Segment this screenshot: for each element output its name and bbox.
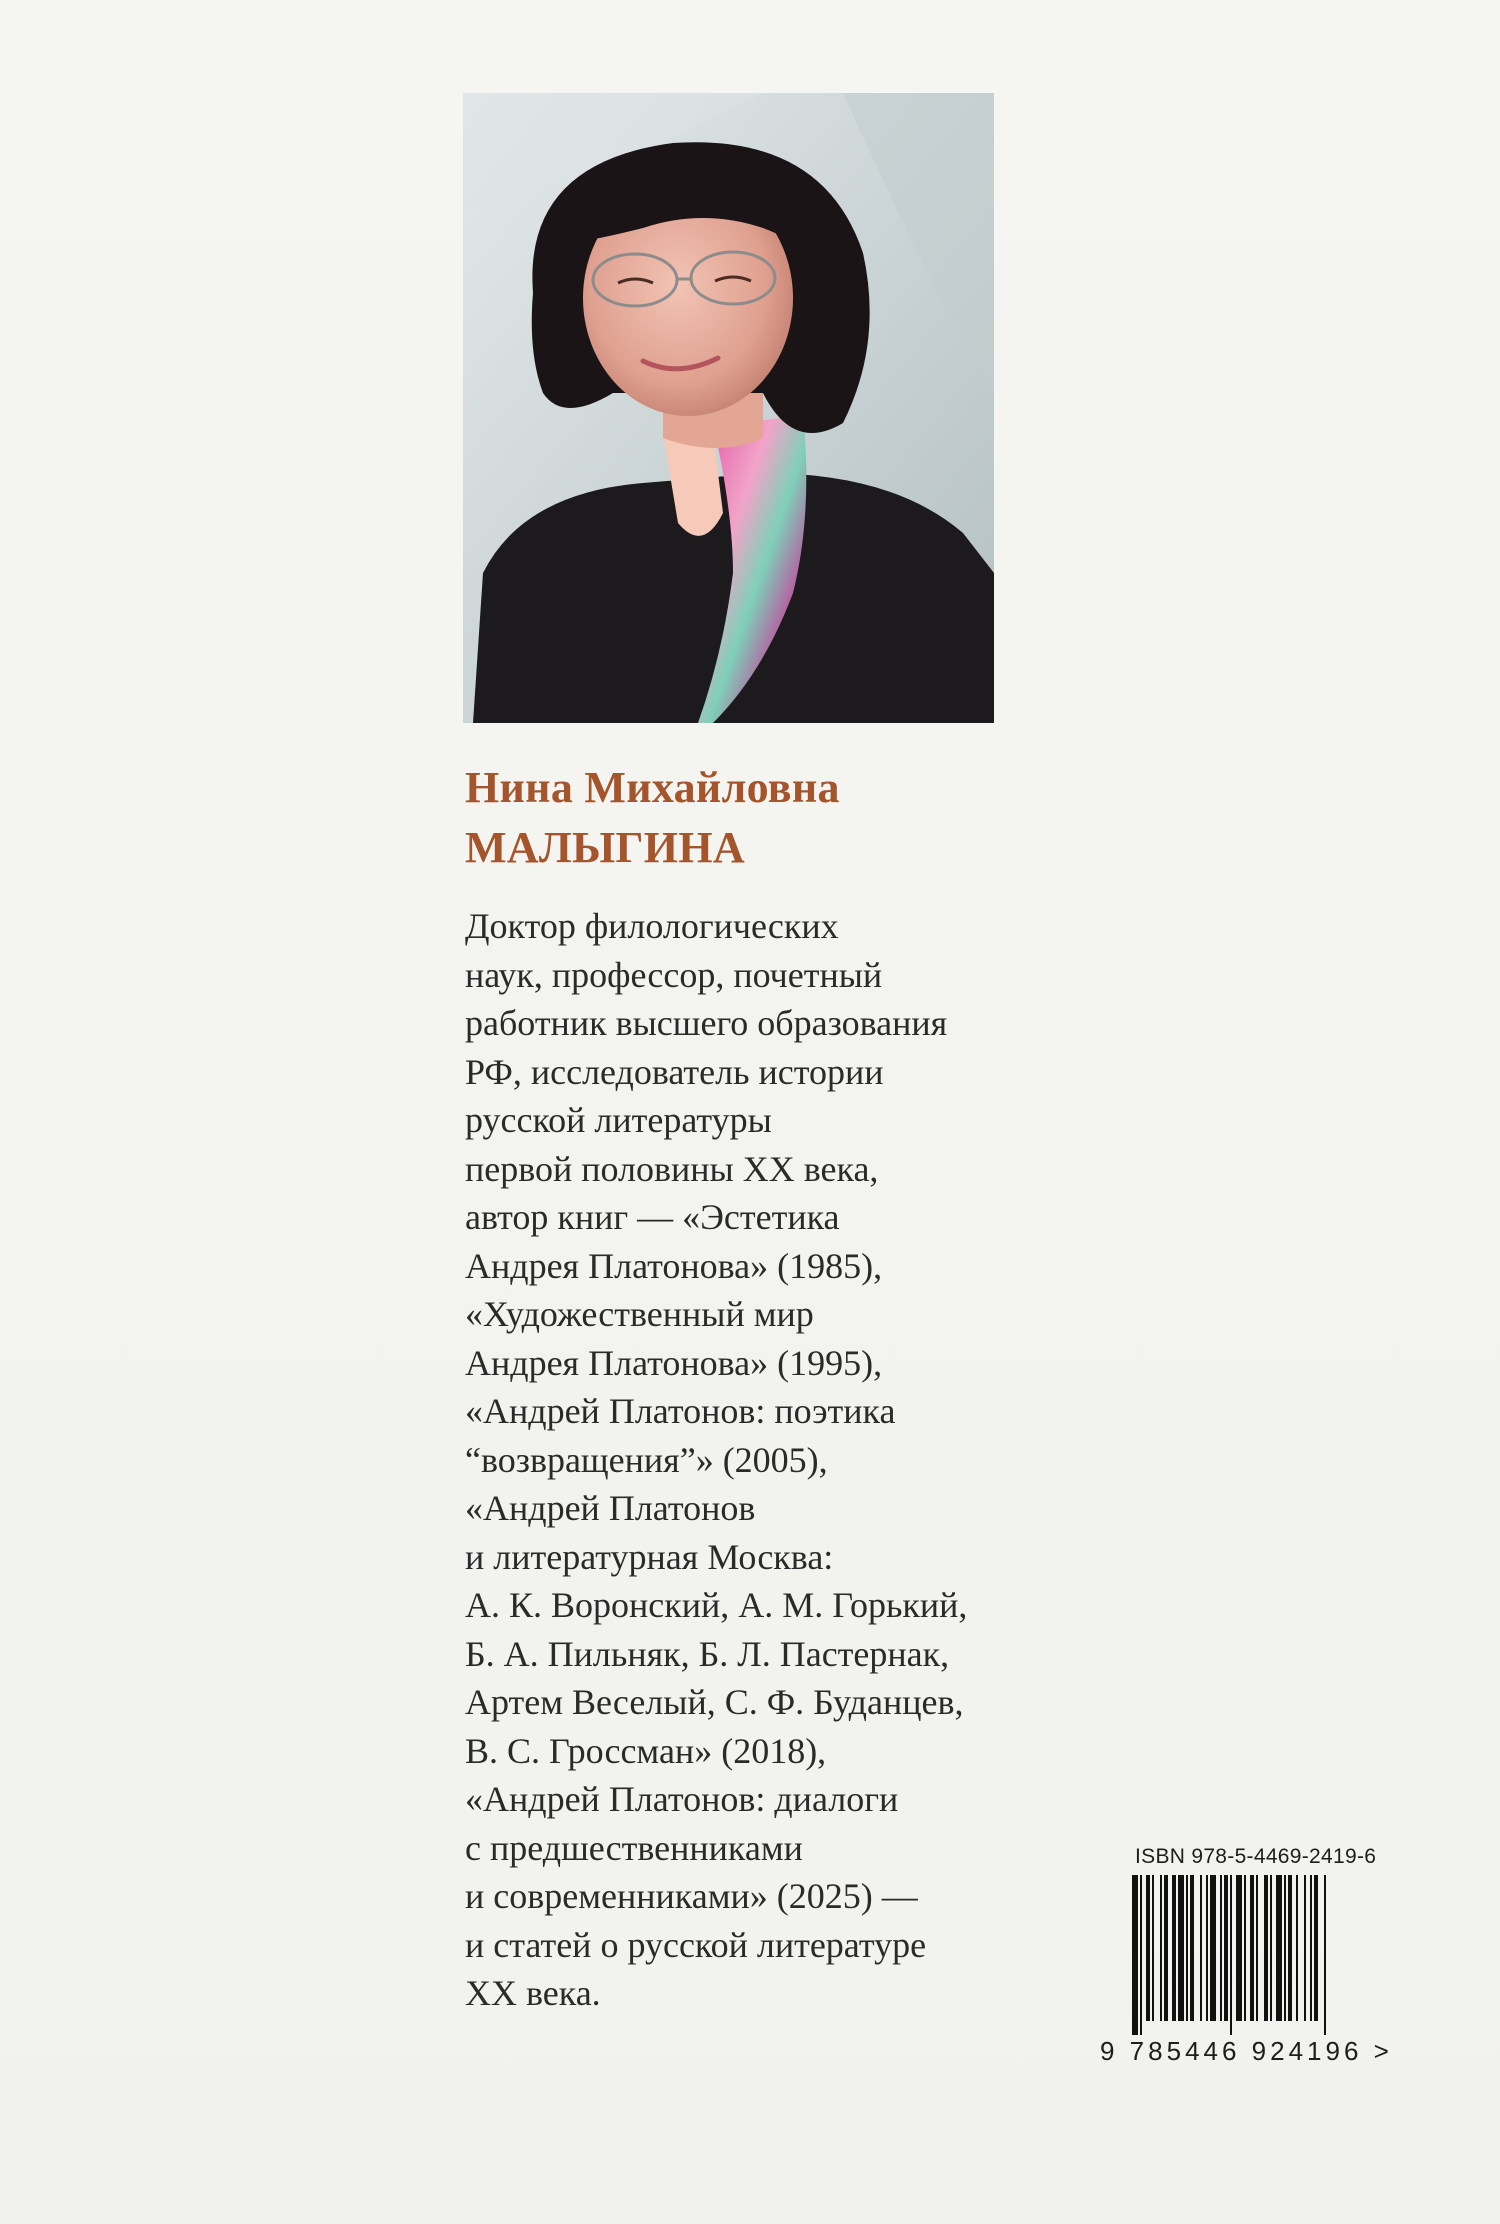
bio-line: “возвращения”» (2005),	[465, 1439, 828, 1480]
barcode-bar	[1146, 1875, 1150, 2021]
bio-line: Доктор филологических	[465, 906, 839, 946]
barcode-bar	[1250, 1875, 1254, 2021]
barcode-bar	[1186, 1875, 1188, 2021]
bio-line: «Андрей Платонов	[465, 1488, 756, 1528]
barcode-bar	[1256, 1875, 1258, 2021]
barcode-bar	[1236, 1875, 1242, 2021]
barcode-bar	[1178, 1875, 1184, 2021]
bio-line: Андрея Платонова» (1995),	[465, 1342, 883, 1383]
barcode-bar	[1140, 1875, 1142, 2035]
bio-line: и современниками» (2025) —	[465, 1876, 918, 1916]
barcode-bar	[1270, 1875, 1272, 2021]
barcode-bar	[1284, 1875, 1286, 2021]
bio-line: XX века.	[465, 1973, 601, 2013]
barcode-icon	[1130, 1875, 1426, 2035]
bio-line: автор книг — «Эстетика	[465, 1197, 840, 1237]
barcode-bar	[1224, 1875, 1228, 2021]
barcode-bar	[1264, 1875, 1268, 2021]
bio-line: РФ, исследователь истории	[465, 1051, 884, 1092]
bio-line: Б. А. Пильняк, Б. Л. Пастернак,	[465, 1633, 950, 1674]
author-portrait	[463, 93, 994, 723]
bio-line: «Андрей Платонов: поэтика	[465, 1391, 896, 1431]
bio-line: первой половины XX века,	[465, 1148, 879, 1189]
barcode-bar	[1206, 1875, 1208, 2021]
barcode-bar	[1172, 1875, 1176, 2021]
barcode-digits: 9 785446 924196 >	[1100, 2036, 1393, 2066]
barcode-bar	[1296, 1875, 1298, 2021]
barcode-bar	[1220, 1875, 1222, 2021]
bio-line: русской литературы	[465, 1100, 772, 1140]
bio-line: работник высшего образования	[465, 1003, 948, 1043]
barcode-bar	[1164, 1875, 1168, 2021]
author-biography	[465, 902, 1065, 2018]
bio-line: «Художественный мир	[465, 1294, 814, 1334]
barcode-bar	[1304, 1875, 1306, 2021]
bio-line: В. С. Гроссман» (2018),	[465, 1730, 827, 1771]
author-name	[465, 758, 840, 878]
barcode-bar	[1314, 1875, 1318, 2021]
bio-line: с предшественниками	[465, 1827, 803, 1868]
bio-line: и статей о русской литературе	[465, 1924, 927, 1965]
barcode-bar	[1288, 1875, 1292, 2021]
barcode-bar	[1324, 1875, 1326, 2035]
barcode-bar	[1152, 1875, 1154, 2021]
barcode-bar	[1276, 1875, 1282, 2021]
barcode-bar	[1160, 1875, 1162, 2021]
bio-line: и литературная Москва:	[465, 1536, 834, 1577]
barcode-bar	[1310, 1875, 1312, 2021]
bio-line: А. К. Воронский, А. М. Горький,	[465, 1585, 968, 1625]
barcode-bar	[1230, 1875, 1232, 2035]
barcode-bar	[1200, 1875, 1202, 2021]
barcode-bar	[1210, 1875, 1216, 2021]
bio-line: наук, профессор, почетный	[465, 954, 883, 995]
bio-line: Андрея Платонова» (1985),	[465, 1245, 883, 1286]
barcode-bar	[1190, 1875, 1194, 2021]
author-last-name: МАЛЫГИНА	[465, 823, 745, 872]
isbn-label: ISBN 978-5-4469-2419-6	[1135, 1845, 1377, 1868]
isbn-block	[1100, 1845, 1420, 2067]
bio-line: «Андрей Платонов: диалоги	[465, 1779, 899, 1819]
barcode-bar	[1132, 1875, 1138, 2035]
barcode-bar	[1244, 1875, 1246, 2021]
bio-line: Артем Веселый, С. Ф. Буданцев,	[465, 1682, 964, 1722]
author-first-name: Нина Михайловна	[465, 763, 840, 812]
